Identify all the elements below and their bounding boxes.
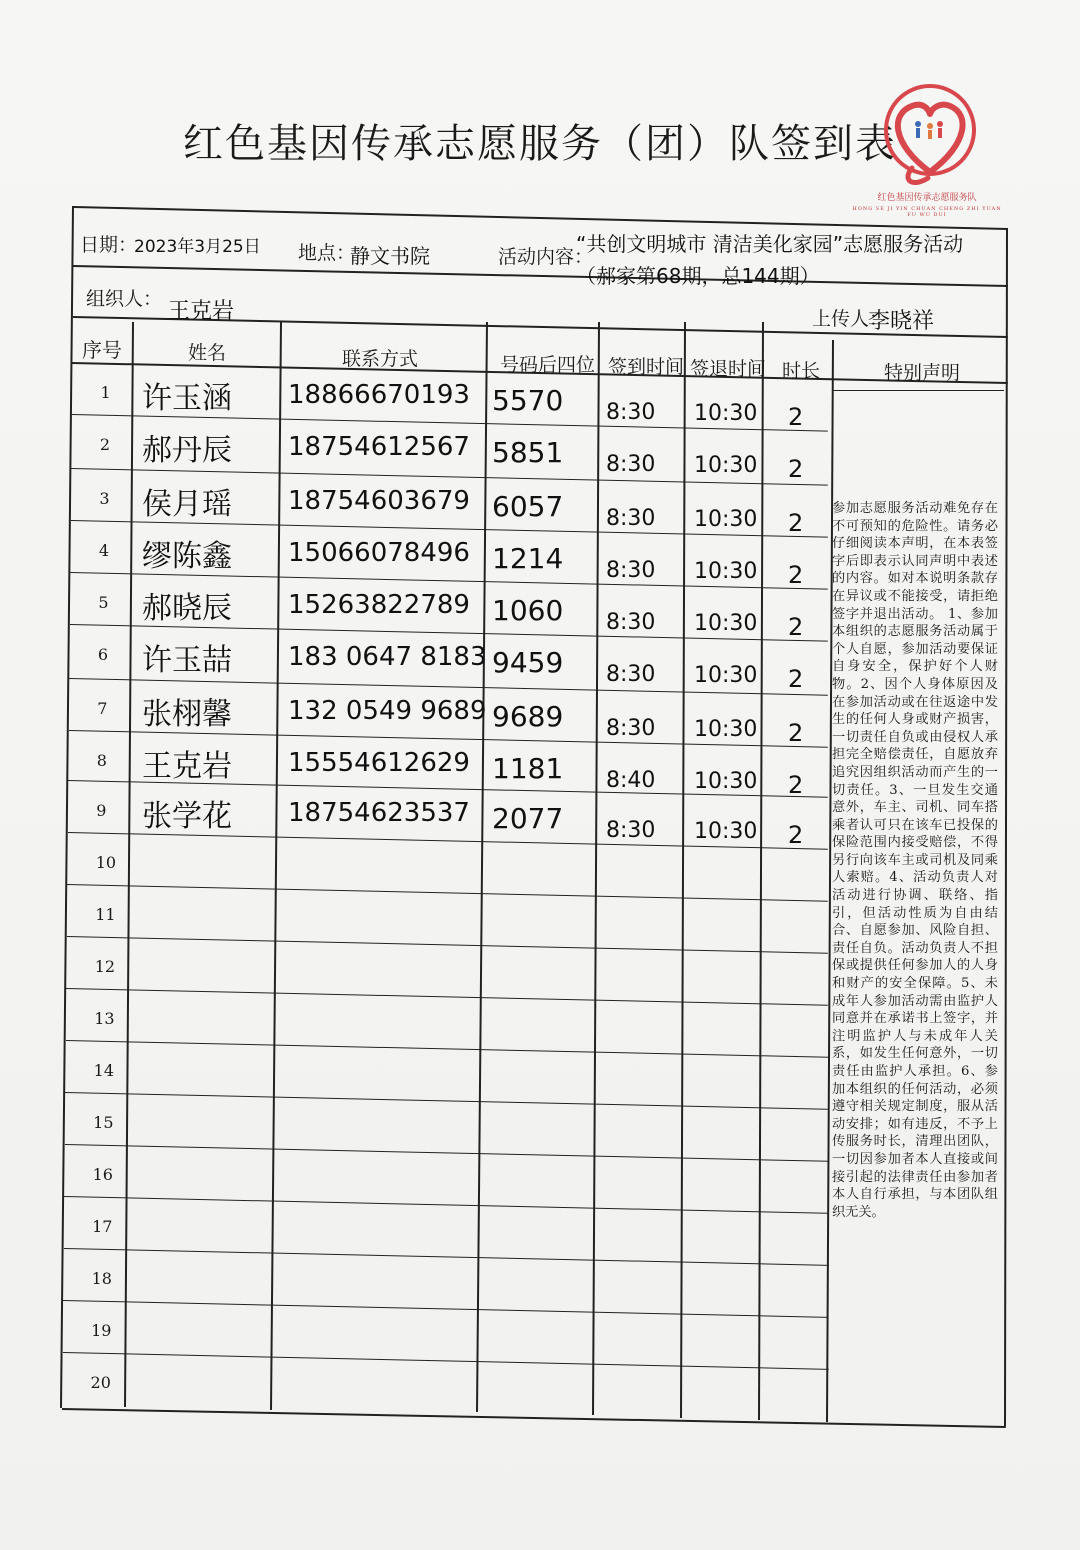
row-number: 10 [95,852,117,872]
table-rule [67,936,828,954]
row-name: 张学花 [142,799,232,835]
table-rule [759,322,764,1420]
row-name: 许玉喆 [142,643,232,679]
location-label: 地点： [298,242,356,264]
table-rule [681,322,686,1418]
row-name: 郝丹辰 [142,433,232,469]
row-number: 9 [96,800,107,820]
row-number: 5 [98,592,109,612]
row-phone: 15066078496 [288,537,470,568]
special-statement-text: 参加志愿服务活动难免存在不可预知的危险性。请务必仔细阅读本声明，在本表签字后即表示认同声明中表述的内容。如对本说明条款存在异议或不能接受，请拒绝签字并退出活动。 1、参加本组织的志愿服务活动属于个人自愿，参加活动要保证自身安全，保护好个人财物。2、因个人身体原因及在参加活动或在往返途中发生的任何人身或财产损害，一切责任自负或由侵权人承担完全赔偿责任，自愿放弃追究因组织活动而产生的一切责任。3、一旦发生交通意外，车主、司机、同车搭乘者认可只在该车已投保的保险范围内接受赔偿，不得另行向该车主或司机及同乘人索赔。4、活动负责人对活动进行协调、联络、指引，但活动性质为自由结合、自愿参加、风险自担、责任自负。活动负责人不担保或提供任何参加人的人身和财产的安全保障。5、未成年人参加活动需由监护人同意并在承诺书上签字，并注明监护人与未成年人关系，如发生任何意外，一切责任由监护人承担。6、参加本组织的任何活动，必须遵守相关规定制度，服从活动安排；如有违反，不予上传服务时长，清理出团队，一切因参加者本人直接或间接引起的法律责任由参加者本人自行承担，与本团队组织无关。 [832,501,998,1220]
row-duration: 2 [788,508,804,537]
row-sign-in-time: 8:30 [606,609,656,635]
table-rule [63,1352,828,1370]
row-sign-in-time: 8:30 [606,505,656,531]
row-name: 郝晓辰 [142,591,232,627]
row-sign-in-time: 8:30 [606,715,656,741]
uploader-value: 李晓祥 [868,309,935,334]
row-sign-in-time: 8:30 [606,817,656,843]
row-name: 张栩馨 [142,697,232,733]
row-number: 20 [90,1372,111,1392]
row-duration: 2 [788,820,804,849]
row-sign-out-time: 10:30 [694,453,758,479]
row-number: 2 [99,434,111,454]
row-number: 4 [98,540,110,560]
row-sign-out-time: 10:30 [694,819,758,845]
row-sign-out-time: 10:30 [694,401,758,427]
column-header: 序号 [82,338,122,362]
row-duration: 2 [788,402,804,431]
row-sign-in-time: 8:30 [606,451,656,477]
column-header: 特别声明 [884,362,961,384]
table-rule [64,1248,828,1266]
row-phone: 15554612629 [288,747,470,778]
column-header: 姓名 [188,342,227,364]
row-number: 19 [91,1320,112,1340]
table-rule [832,390,1004,391]
table-rule [65,1144,828,1162]
column-header: 签到时间 [608,356,685,378]
row-duration: 2 [788,718,804,747]
table-rule [62,1408,1006,1428]
organizer-label: 组织人： [86,288,163,310]
row-number: 16 [92,1164,113,1184]
column-header: 联系方式 [342,348,419,370]
row-sign-in-time: 8:40 [606,767,656,793]
activity-value-line2: （郝家第68期，总144期） [576,264,820,288]
row-last4: 6057 [492,489,564,523]
row-phone: 18754623537 [288,797,470,828]
row-duration: 2 [788,454,804,483]
row-sign-out-time: 10:30 [694,507,758,533]
row-phone: 183 0647 8183 [288,641,487,672]
table-rule [125,322,134,1407]
row-number: 3 [99,488,110,508]
table-rule [65,1092,828,1110]
row-number: 11 [95,904,116,924]
row-last4: 1214 [492,541,564,575]
date-label: 日期： [80,234,138,256]
table-rule [63,1300,828,1318]
row-phone: 132 0549 9689 [288,695,487,726]
page-title: 红色基因传承志愿服务（团）队签到表 [183,121,897,167]
table-rule [60,206,74,1408]
row-sign-out-time: 10:30 [694,717,758,743]
activity-label: 活动内容： [498,246,594,268]
row-number: 17 [92,1216,113,1236]
location-value: 静文书院 [350,244,430,268]
table-rule [66,988,828,1006]
row-number: 13 [94,1008,115,1028]
table-rule [66,1040,828,1058]
row-sign-out-time: 10:30 [694,663,758,689]
row-number: 8 [96,750,107,770]
row-sign-out-time: 10:30 [694,559,758,585]
row-last4: 5851 [492,435,564,469]
row-name: 侯月瑶 [142,487,232,523]
table-rule [1004,228,1008,1426]
row-duration: 2 [788,560,804,589]
row-number: 18 [91,1268,112,1288]
row-last4: 9689 [492,699,564,733]
row-duration: 2 [788,770,804,799]
uploader-label: 上传人： [812,308,889,330]
row-name: 王克岩 [142,749,232,785]
logo-caption: 红色基因传承志愿服务队 [877,193,977,203]
row-number: 15 [93,1112,114,1132]
organizer-value: 王克岩 [168,299,235,324]
table-rule [271,322,282,1410]
table-rule [593,322,601,1415]
row-name: 许玉涵 [142,381,232,417]
row-phone: 18754612567 [288,431,470,462]
row-duration: 2 [788,664,804,693]
row-duration: 2 [788,612,804,641]
row-sign-out-time: 10:30 [694,769,758,795]
activity-value-line1: “共创文明城市 清洁美化家园”志愿服务活动 [576,232,964,256]
table-rule [67,884,828,902]
row-last4: 9459 [492,645,564,679]
row-number: 1 [100,382,111,402]
table-rule [477,322,488,1412]
row-sign-in-time: 8:30 [606,399,656,425]
row-sign-in-time: 8:30 [606,661,656,687]
row-phone: 18754603679 [288,485,470,516]
row-phone: 15263822789 [288,589,470,620]
row-sign-in-time: 8:30 [606,557,656,583]
row-sign-out-time: 10:30 [694,611,758,637]
row-last4: 5570 [492,383,564,417]
row-phone: 18866670193 [288,379,470,410]
logo-subcaption: HONG SE JI YIN CHUAN CHENG ZHI YUAN FU WU DUI [852,206,1002,218]
row-name: 缪陈鑫 [142,539,232,575]
column-header: 签退时间 [690,358,767,380]
date-value: 2023年3月25日 [134,237,261,257]
row-last4: 2077 [492,801,564,835]
row-number: 12 [94,956,116,976]
row-number: 14 [93,1060,115,1080]
row-number: 6 [97,644,108,664]
row-number: 7 [97,698,108,718]
column-header: 号码后四位 [500,354,596,376]
table-rule [64,1196,828,1214]
row-last4: 1060 [492,593,564,627]
row-last4: 1181 [492,751,564,785]
column-header: 时长 [782,360,821,382]
